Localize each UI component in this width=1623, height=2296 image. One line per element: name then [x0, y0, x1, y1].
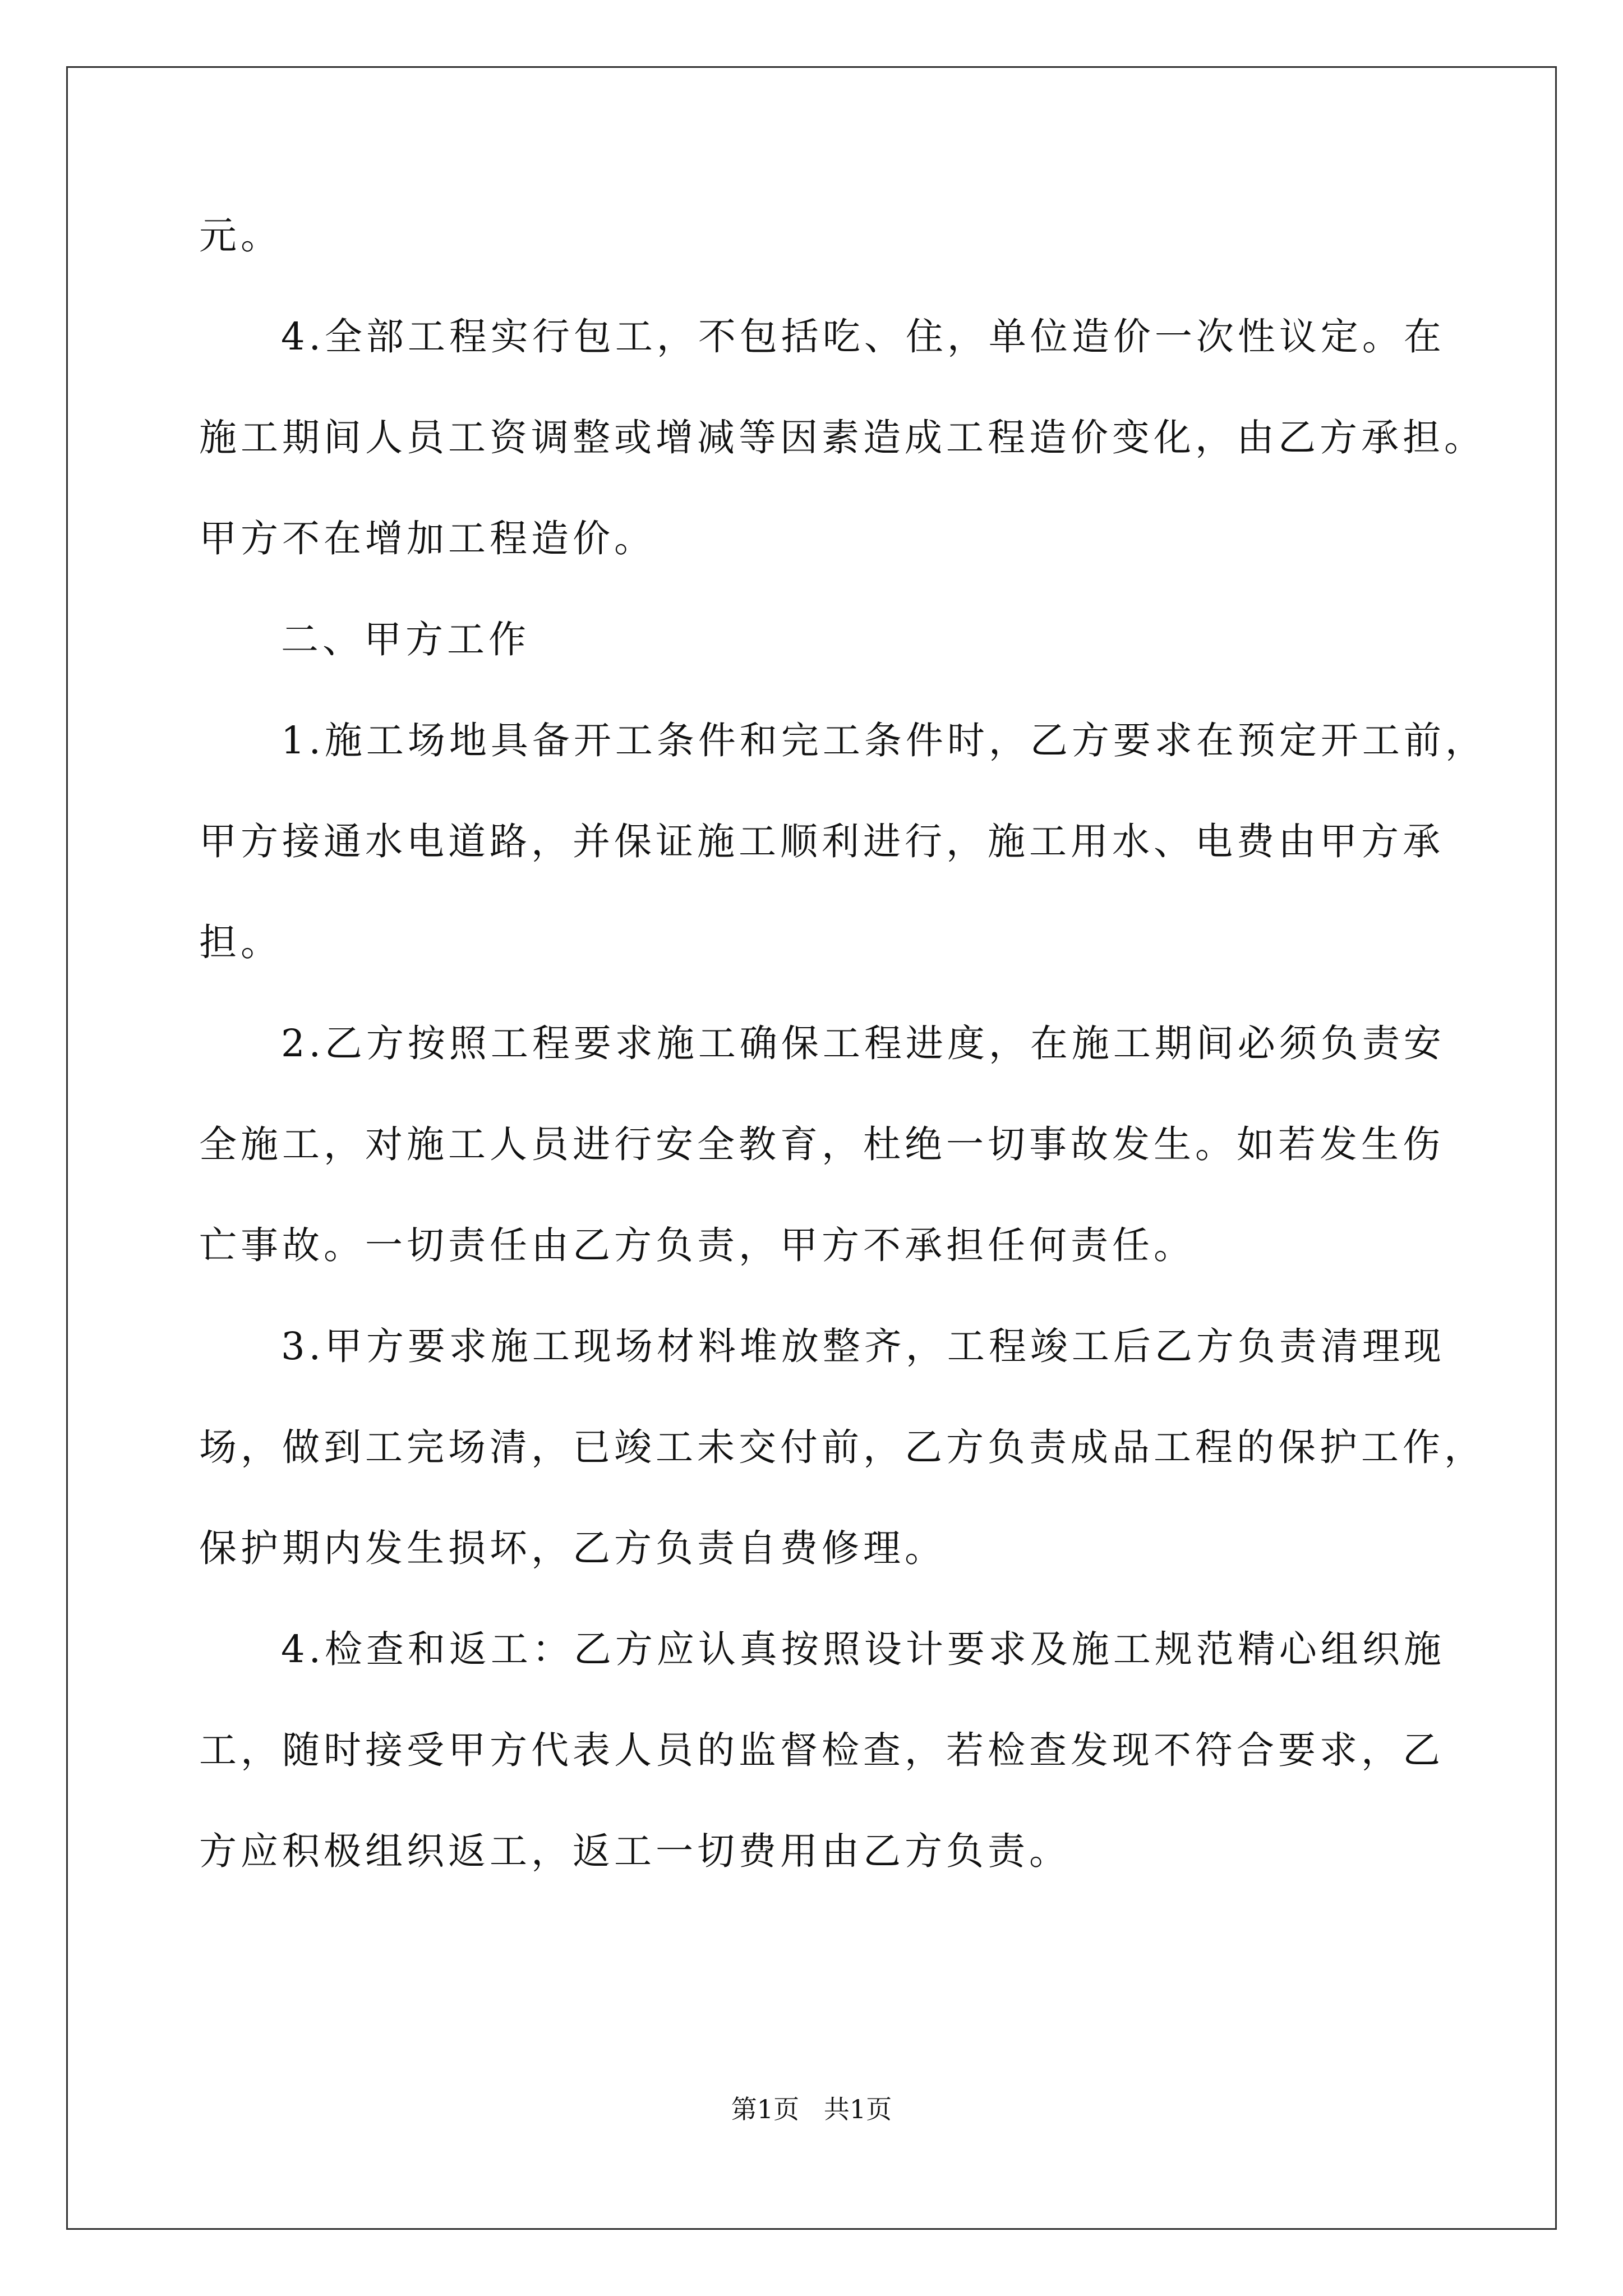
document-body — [199, 185, 1487, 1902]
page-footer: 第1页 共1页 — [731, 2094, 892, 2124]
paragraph-first-line: 4.检查和返工：乙方应认真按照设计要求及施工规范精心组织施 — [281, 1627, 1445, 1671]
paragraph-first-line: 1.施工场地具备开工条件和完工条件时，乙方要求在预定开工前， — [281, 719, 1487, 762]
text-line: 甲方接通水电道路，并保证施工顺利进行，施工用水、电费由甲方承 — [199, 820, 1444, 863]
text-line: 亡事故。一切责任由乙方负责，甲方不承担任何责任。 — [199, 1223, 1195, 1267]
text-line: 元。 — [199, 214, 282, 257]
text-line: 方应积极组织返工，返工一切费用由乙方负责。 — [199, 1829, 1071, 1873]
section-heading: 二、甲方工作 — [281, 618, 530, 661]
text-line: 施工期间人员工资调整或增减等因素造成工程造价变化，由乙方承担。 — [199, 416, 1486, 459]
text-line: 工，随时接受甲方代表人员的监督检查，若检查发现不符合要求，乙 — [199, 1728, 1444, 1772]
text-line: 保护期内发生损坏，乙方负责自费修理。 — [199, 1526, 946, 1570]
text-line: 全施工，对施工人员进行安全教育，杜绝一切事故发生。如若发生伤 — [199, 1122, 1444, 1166]
paragraph-first-line: 3.甲方要求施工现场材料堆放整齐，工程竣工后乙方负责清理现 — [281, 1324, 1445, 1368]
text-line: 场，做到工完场清，已竣工未交付前，乙方负责成品工程的保护工作， — [199, 1425, 1486, 1469]
text-line: 担。 — [199, 921, 282, 964]
text-line: 甲方不在增加工程造价。 — [199, 517, 656, 560]
paragraph-first-line: 2.乙方按照工程要求施工确保工程进度，在施工期间必须负责安 — [281, 1022, 1445, 1065]
paragraph-first-line: 4.全部工程实行包工，不包括吃、住，单位造价一次性议定。在 — [281, 315, 1445, 358]
